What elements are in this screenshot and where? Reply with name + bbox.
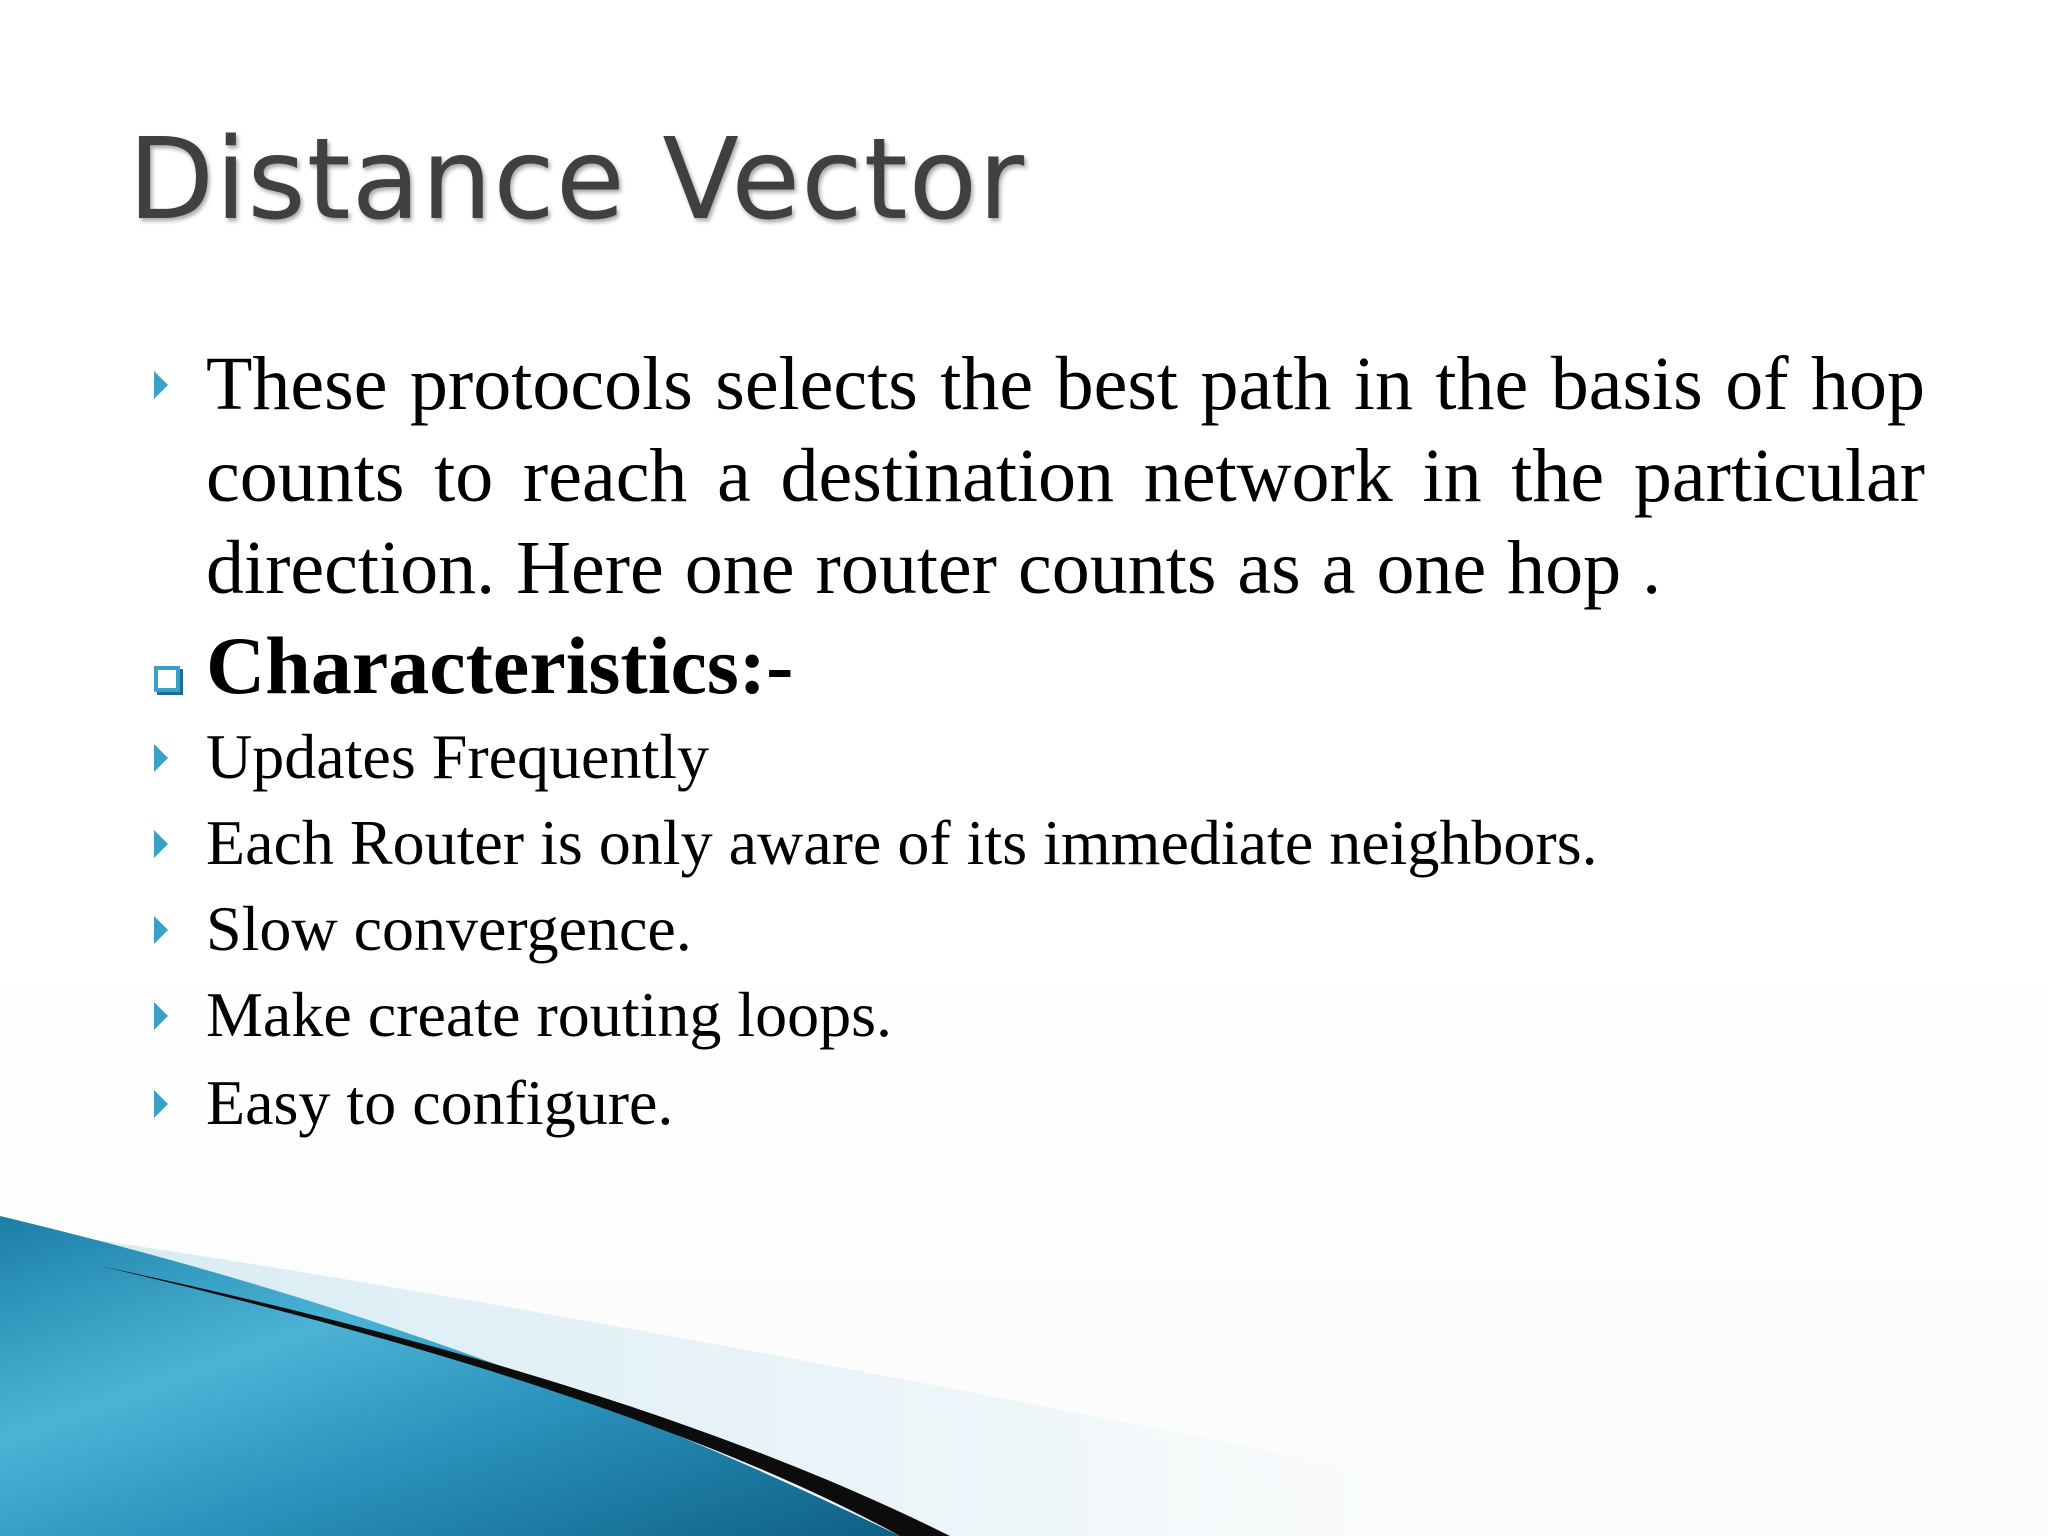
characteristic-text: Updates Frequently bbox=[206, 721, 709, 792]
triangle-bullet-icon bbox=[154, 371, 168, 399]
triangle-bullet-icon bbox=[154, 1002, 168, 1030]
intro-text: These protocols selects the best path in the basis of hop counts to reach a destination network in the particular direction. Here one router counts as a one hop . bbox=[206, 342, 1925, 610]
characteristic-text: Easy to configure. bbox=[206, 1067, 674, 1138]
intro-bullet bbox=[140, 338, 1925, 614]
characteristic-item bbox=[140, 800, 1925, 886]
slide-content bbox=[140, 338, 1925, 1146]
heading-text: Characteristics:- bbox=[206, 620, 794, 711]
slide-title: Distance Vector bbox=[128, 115, 1026, 245]
square-bullet-icon bbox=[154, 666, 180, 692]
characteristic-text: Each Router is only aware of its immediate neighbors. bbox=[206, 807, 1598, 878]
characteristic-item bbox=[140, 714, 1925, 800]
triangle-bullet-icon bbox=[154, 1090, 168, 1118]
decorative-swoosh bbox=[0, 1216, 2048, 1536]
characteristic-item bbox=[140, 1060, 1925, 1146]
characteristics-heading bbox=[140, 618, 1925, 714]
characteristic-item bbox=[140, 972, 1925, 1058]
triangle-bullet-icon bbox=[154, 916, 168, 944]
characteristic-text: Slow convergence. bbox=[206, 893, 692, 964]
triangle-bullet-icon bbox=[154, 830, 168, 858]
triangle-bullet-icon bbox=[154, 744, 168, 772]
characteristic-item bbox=[140, 886, 1925, 972]
characteristic-text: Make create routing loops. bbox=[206, 979, 892, 1050]
